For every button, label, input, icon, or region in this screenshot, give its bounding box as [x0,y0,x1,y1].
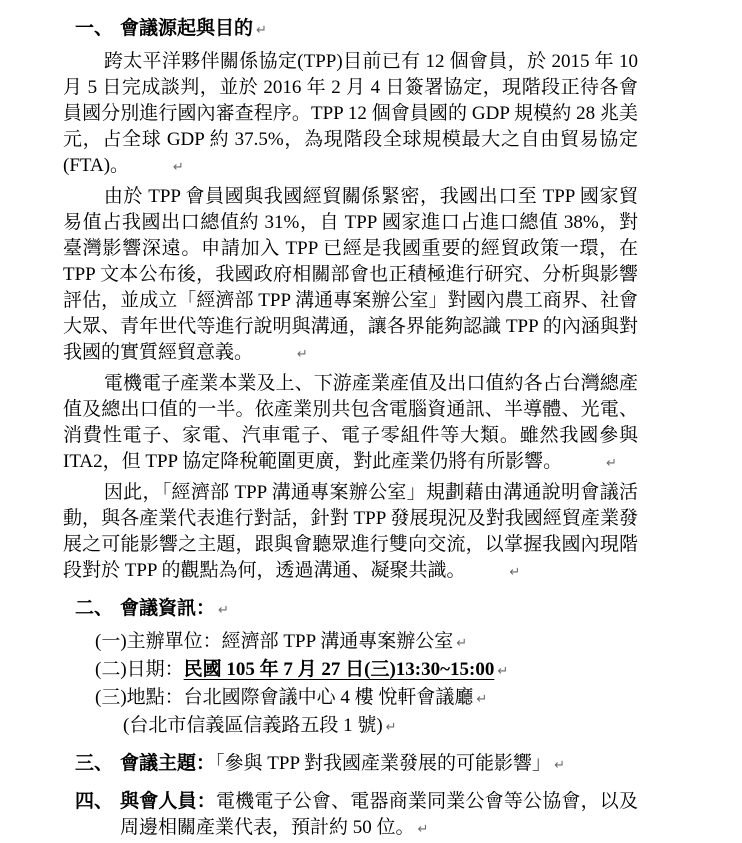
section-1-number: 一、 [75,18,114,39]
meeting-organizer-line: (一)主辦單位：經濟部 TPP 溝通專案辦公室 ↵ [95,629,638,657]
meeting-info-list [95,629,638,741]
paragraph-mark-icon: ↵ [476,692,488,707]
paragraph-mark-icon: ↵ [554,758,565,773]
paragraph-trade-relations: 由於 TPP 會員國與我國經貿關係緊密，我國出口至 TPP 國家貿易值占我國出口總值約 31%，自 TPP 國家進口占進口總值 38%，對臺灣影響深遠。申請加入 TPP 已經是我國重要的經貿政策一環，在 TPP 文本公布後，我國政府相關部會也正積極進行研究、分析與影響評估，並成立「經濟部 TPP 溝通專案辦公室」對國內農工商界、社會大眾、青年世代等進行說明與溝通，讓各界能夠認識 TPP 的內涵與對我國的實質經貿意義。 ↵ [63,184,638,368]
paragraph-mark-icon: ↵ [256,23,267,38]
section-2-title: 會議資訊： ↵ [120,596,638,624]
meeting-address-line: (台北市信義區信義路五段 1 號) ↵ [95,713,638,741]
section-2-heading [63,596,638,624]
section-2-number: 二、 [75,598,114,619]
section-4-number: 四、 [75,791,114,812]
attendees-label: 與會人員： [120,791,216,812]
meeting-date-label: (二)日期： [95,659,184,680]
attendees-text: 電機電子公會、電器商業同業公會等公協會，以及周邊相關產業代表，預計約 50 位。 [120,791,638,838]
paragraph-mark-icon: ↵ [509,565,521,580]
meeting-location-line: (三)地點：台北國際會議中心 4 樓 悅軒會議廳 ↵ [95,685,638,713]
paragraph-mark-icon: ↵ [456,636,468,651]
paragraph-mark-icon: ↵ [296,347,308,362]
section-4-attendees [63,789,638,843]
section-3-number: 三、 [75,753,114,774]
paragraph-mark-icon: ↵ [417,822,429,837]
paragraph-meeting-purpose: 因此，「經濟部 TPP 溝通專案辦公室」規劃藉由溝通說明會議活動，與各產業代表進行對話，針對 TPP 發展現況及對我國經貿產業發展之可能影響之主題，跟與會聽眾進行雙向交流，以掌握我國內現階段對於 TPP 的觀點為何，透過溝通、凝聚共識。 ↵ [63,480,638,586]
paragraph-mark-icon: ↵ [606,456,617,471]
paragraph-tpp-overview: 跨太平洋夥伴關係協定(TPP)目前已有 12 個會員，於 2015 年 10 月 5 日完成談判，並於 2016 年 2 月 4 日簽署協定，現階段正待各會員國分別進行國內審查程序。TPP 12 個會員國的 GDP 規模約 28 兆美元，占全球 GDP 約 37.5%，為現階段全球規模最大之自由貿易協定(FTA)。 ↵ [63,49,638,181]
paragraph-electronics-industry: 電機電子產業本業及上、下游產業產值及出口值約各占台灣總產值及總出口值的一半。依產業別共包含電腦資通訊、半導體、光電、消費性電子、家電、汽車電子、電子零組件等大類。雖然我國參與 ITA2，但 TPP 協定降稅範圍更廣，對此產業仍將有所影響。 ↵ [63,371,638,477]
paragraph-mark-icon: ↵ [385,720,397,735]
meeting-topic-text: 「參與 TPP 對我國產業發展的可能影響」 [215,753,552,774]
paragraph-mark-icon: ↵ [172,160,184,175]
meeting-topic-content [120,751,638,779]
meeting-date-value: 民國 105 年 7 月 27 日(三)13:30~15:00 [183,659,495,680]
paragraph-mark-icon: ↵ [497,664,509,679]
meeting-topic-label: 會議主題： [120,753,216,774]
section-1-heading [63,16,638,44]
paragraph-mark-icon: ↵ [218,603,229,618]
section-1-title: 會議源起與目的 ↵ [120,16,638,44]
attendees-content [120,789,638,843]
meeting-date-line [95,657,638,685]
section-3-meeting-topic [63,751,638,779]
